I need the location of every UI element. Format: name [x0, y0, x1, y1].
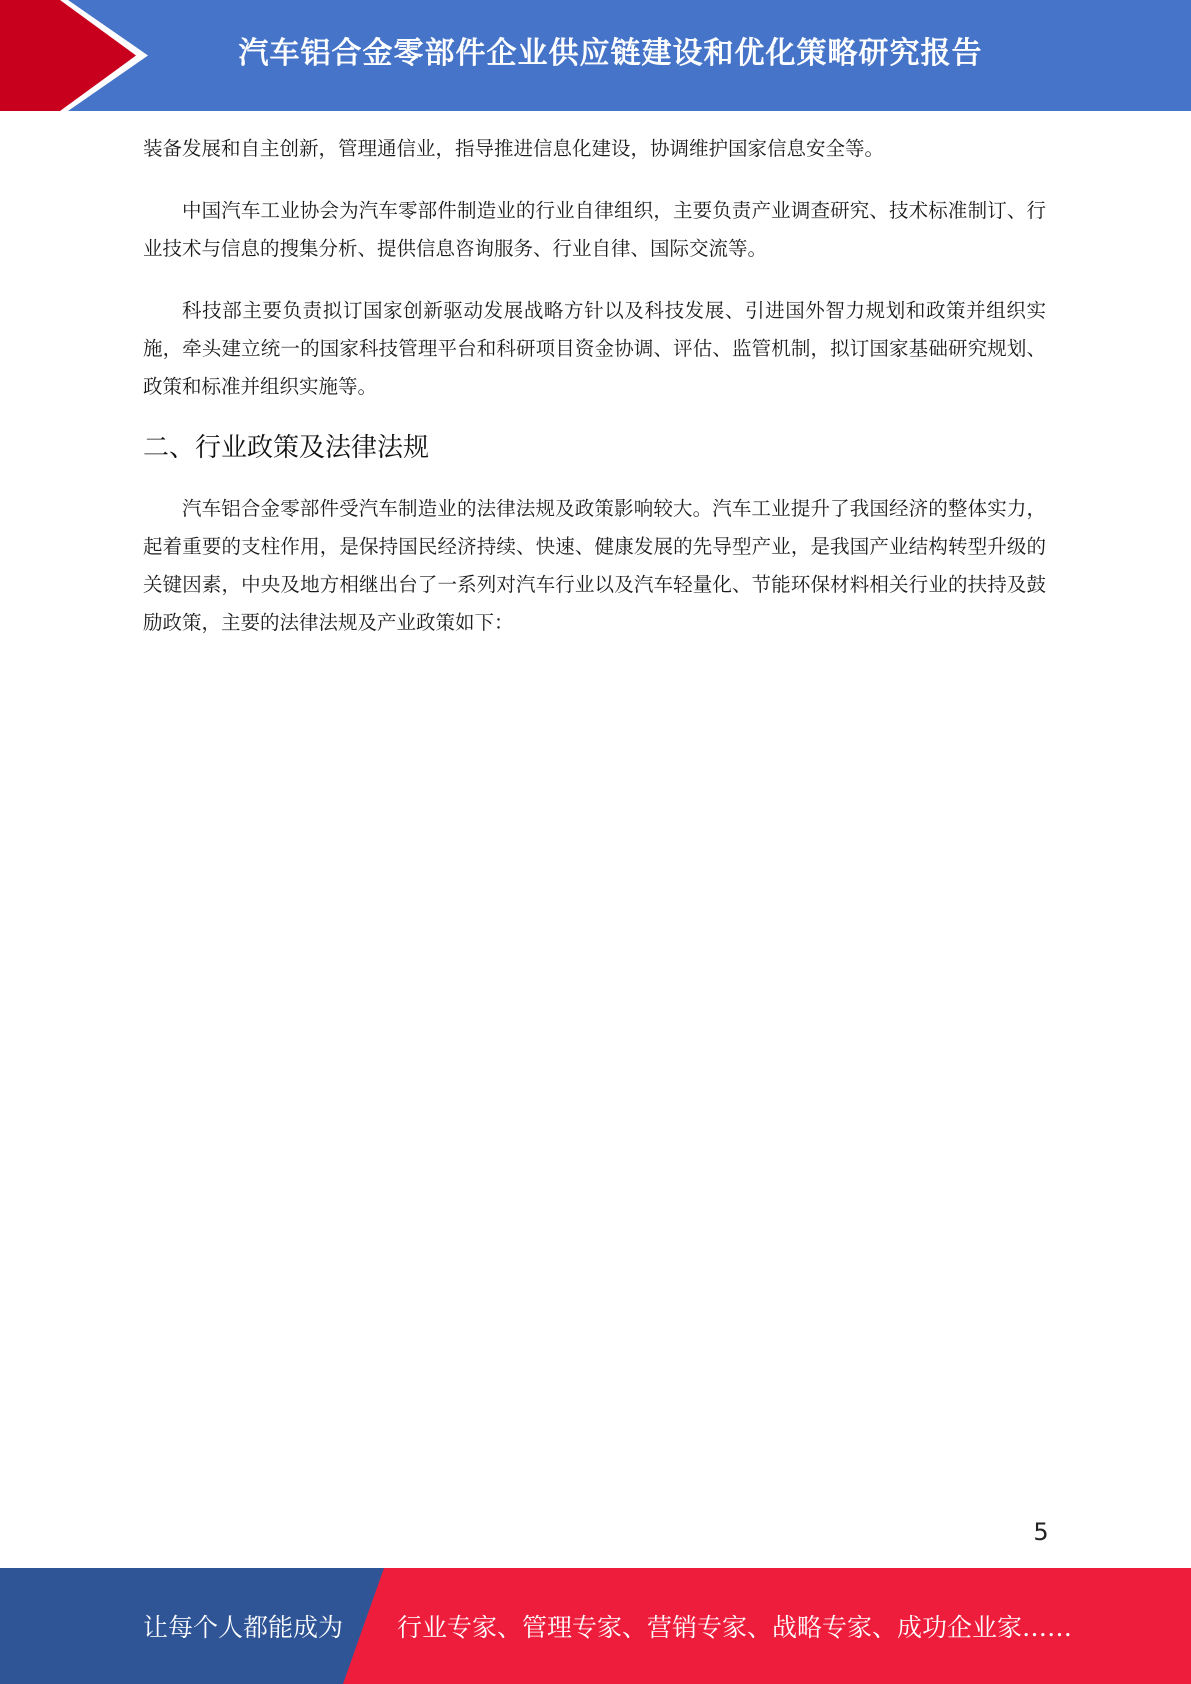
section-heading: 二、行业政策及法律法规: [143, 433, 430, 463]
paragraph: 装备发展和自主创新，管理通信业，指导推进信息化建设，协调维护国家信息安全等。: [143, 137, 885, 160]
header-chevron-decoration: [0, 0, 160, 111]
report-title: 汽车铝合金零部件企业供应链建设和优化策略研究报告: [238, 36, 983, 71]
paragraph: 汽车铝合金零部件受汽车制造业的法律法规及政策影响较大。汽车工业提升了我国经济的整体实力，起着重要的支柱作用，是保持国民经济持续、快速、健康发展的先导型产业，是我国产业结构转型升级的关键因素，中央及地方相继出台了一系列对汽车行业以及汽车轻量化、节能环保材料相关行业的扶持及鼓励政策，主要的法律法规及产业政策如下：: [143, 497, 1046, 634]
document-body: [143, 130, 1046, 666]
header-banner: [0, 0, 1191, 111]
footer-banner: [0, 1568, 1191, 1684]
footer-slogan: 让每个人都能成为: [143, 1613, 344, 1642]
paragraph: 中国汽车工业协会为汽车零部件制造业的行业自律组织，主要负责产业调查研究、技术标准制订、行业技术与信息的搜集分析、提供信息咨询服务、行业自律、国际交流等。: [143, 199, 1046, 260]
page-number: 5: [1033, 1518, 1049, 1546]
footer-roles: 行业专家、管理专家、营销专家、战略专家、成功企业家……: [397, 1613, 1073, 1642]
paragraph: 科技部主要负责拟订国家创新驱动发展战略方针以及科技发展、引进国外智力规划和政策并组织实施，牵头建立统一的国家科技管理平台和科研项目资金协调、评估、监管机制，拟订国家基础研究规划、政策和标准并组织实施等。: [143, 299, 1046, 398]
